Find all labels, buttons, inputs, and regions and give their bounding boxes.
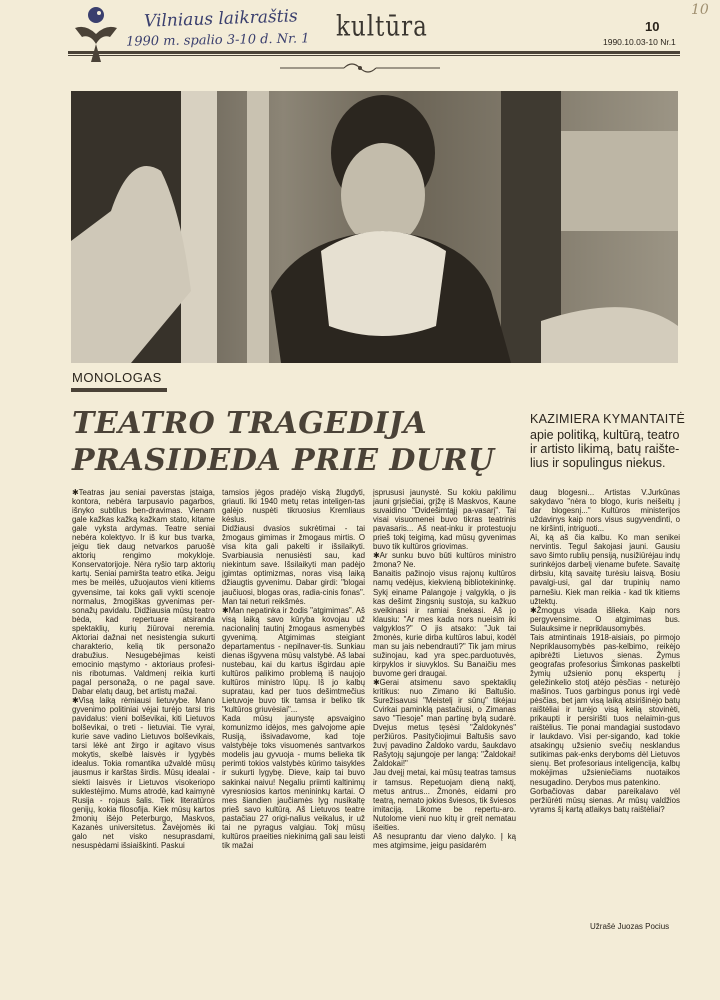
masthead [0,0,720,80]
corner-page-mark: 10 [691,2,709,18]
handwritten-newspaper-name: Vilniaus laikraštis [143,6,299,32]
article-column-3: įsprususi jaunystė. Su kokiu pakilimu jauni grįsiečiai, grįžę iš Maskvos, Kaune suvaidino "Dvidešimtąjį pa-vasarį". Tai visai visuomenei buvo tikras teatrinis pavasaris... Aš neat-inku ir protestuoju prieš tokį teigimą, kad mūsų gyvenimas buvo tik kultūros griovimas. ✱Ar sunku buvo būti kultūros ministro žmona? Ne. Banaitis pažinojo visus rajonų kultūros namų vedėjus, kiekvieną bibliotekininkę. Sykį einame Palangoje į valgyklą, o jis kas dešimt žingsnių sustoja, su kažkuo sveikinasi ir ramiai šnekasi. Aš jo klausiu: "Ar mes kada nors nueisim iki valgyklos?" O jis atsako: "Juk tai žmonės, kurie dirba kultūros labui, kodėl man su jais nebendrauti?" Tik jam mirus sužinojau, kad yra spec.parduotuvės, kirpyklos ir siuvyklos. Su Banaičiu mes buvome geri draugai. ✱Gerai atsimenu savo spektaklių kritikus: nuo Zimano iki Baltušio. Surežisavusi "Meistelį ir sūnų" tikėjau Cvirkai paminklą pastačiusi, o Zimanas savo "Tiesoje" man partinę bylą sudarė. Dvejus metus tęsėsi "Žaldokynės" peržiūros. Pasityčiojimui Baltušis savo žuvį pavadino Žaldoko vardu, šaukdavo Rašytojų sąjungoje per langą: "Žaldokai! Žaldokai!" Jau dvejį metai, kai mūsų teatras tamsus ir tamsus. Repetuojam dieną naktį, metus antrus... Žmonės, eidami pro teatrą, nemato jokios šviesos, tik šviesos imitaciją. Likome be repertu-aro. Nutolome vieni nuo kitų ir greit nematau išeities. Aš nesuprantu dar vieno dalyko. Į ką mes atgimsime, jeigu pasidarėm [373,488,516,850]
article-column-2: tamsios jėgos pradėjo viską žlugdyti, griauti. Iki 1940 metų retas inteligen-tas galėjo nuspėti tikruosius Kremliaus kėslus. Didžiausi dvasios sukrėtimai - tai žmogaus gimimas ir žmogaus mirtis. O visa kita gali pakelti ir išsilaikyti. Svarbiausia nenusiėsti sau, kad niekintum save. Išsilaikyti man padėjo įgimtas optimizmas, noras visą laiką džiaugtis gyvenimu. Dabar girdi: "blogai jaučiuosi, blogas oras, radia-cinis fonas". Man tai neturi reikšmės. ✱Man nepatinka ir žodis "atgimimas". Aš visą laiką savo kūryba kovojau už nacionalinį tautinį žmogaus asmenybės gyvenimą. Atgimimas steigiant departamentus - nepilnaver-tis. Sunkiau dienas išgyvena mūsų valstybė. Aš labai nustebau, kai du kartus išgirdau apie kultūros palikimo problemą iš naujojo kultūros ministro lūpų. Iš jo kalbų supratau, kad per tuos dešimtmečius Lietuvoje buvo tik tamsa ir beliko tik "kultūros griuvėsiai"... Kada mūsų jaunystę apsvaigino komunizmo idėjos, mes galvojome apie Rusiją, išsivadavome, kad toje valstybėje toks visuomenės santvarkos modelis jau gyvuoja - mums belieka tik perimti tokios valstybės kūrimo taisykles ir sukurti lygybę. Dieve, kaip tai buvo sakinkai naivu! Negaliu priimti kaltinimų vyresniosios kartos menininkų kartai. O mes šiandien jaučiamės lyg nusikaltę prieš savo kultūrą. Aš Lietuvos teatre pastačiau 27 origi-nalius veikalus, ir už tai ne pyragus valgiau. Tokį mūsų kultūros praeities niekinimą gali sau leisti tik mažai [222,488,365,850]
article-column-4: daug blogesni... Artistas V.Jurkūnas sakydavo "nėra to blogo, kuris neišeitų į dar blogesnį..." Kultūros ministerijos uždavinys kaip nors visus sugyvendinti, o ne kiršinti, intriguoti... Ai, ką aš čia kalbu. Ko man senikei nervintis. Tegul šakojasi jauni. Gausiu savo šimto rublių pensiją, nusižiūrėjau indų surinkėjos darbelį viename bufete. Savaitę dirbsiu, kitą savaitę turėsiu laisvą. Bosiu pavalgi-usi, gal dar trupinių namo parnešiu. Kiek man reikia - kad tik kitiems užtektų. ✱Žmogus visada išlieka. Kaip nors pergyvensime. O atgimimas bus. Sulauksime ir nepriklausomybės. Tais atmintinais 1918-aisiais, po pirmojo Nepriklausomybės pas-kelbimo, reikėjo apibrėžti Lietuvos sienas. Žymus geografas profesorius Šimkonas paskelbti žymių užsienio ponų ekspertų į geležinkelio stotį atėjo pėsčias - neturėjo mašinos. Tuos garbingus ponus irgi vedė pėsčias, bet jam visą laiką atsirišinėjo batų raištėliai ir turėjo visą kelią stovinėti, prikaupti ir persirišti tuos nelaimin-gus raištėlius. Tie ponai mandagiai sustodavo ir laukdavo. Visi per-sigando, kad tokie atsakingų užsienio svečių nesklandus sutikimas pak-enks deryboms dėl Lietuvos sienų. Bet profesoriaus inteligencija, kalbų mokėjimas užsieniečiams nuotaikos nesugadino. Derybos mus patenkino. Gorbačiovas dabar pareikalavo vėl peržiūrėti mūsų sienas. Ar mūsų valdžios vyrams šį kartą atlaikys batų raištėliai? [530,488,680,814]
article-column-1: ✱Teatras jau seniai paverstas įstaiga, kontora, nebėra tarpusavio pagarbos, išnyko subtilus ben-dravimas. Vienam gale kažkas kažką kažkam stato, kitame gale vyksta ardymas. Teatre seniai nebėra kolektyvo. Ir iš kur bus tvarka, jeigu tiek daug netvarkos paruošė aktorių rengimo mokykloje. Konservatorijoje. Nėra ryšio tarp aktorių kartų. Seniai pamiršta teatro etika. Jeigu mes be meilės, užuojautos vieni kitiems gyvensime, tai koks gali vykti scenoje normalus, žmogiškas gyvenimas per-sonažų pavidalu. Didžiausia mūsų teatro bėda, kad repertuare atsiranda spektaklių, kurių žiūrovai neremia. Aktoriai dažnai net nesistengia sukurti charakterio, kelią tik personažo drabužius. Nesugebėjimas keisti emocinio mąstymo - aktoriaus profesi-nis ribotumas. Valdmenį reikia kurti pagal personažą, o ne pagal save. Dabar elatų daug, bet artistų mažai. ✱Visą laiką rėmiausi lietuvybe. Mano gyvenimo politiniai vėjai turėjo tarsi tris pavidalus: vieni bolševikai, kiti Lietuvos bolševikai, o treti - lietuviai. Tie vyrai, kurie save vadino Lietuvos bolševikais, tarsi lėkė ant žirgo ir agitavo visus mokytis, skelbė laisvės ir lygybės idealus. Tokia romantika užvaldė mūsų jausmus ir karštas širdis. Mūsų idealai - siekti laisvės ir Lietuvos visokeriopo suklestėjimo. Mums atrodė, kad kaimynė Rusija - rojaus šalis. Tiek literatūros genijų, kokia filosofija. Kiek mūsų kartos žmonių išėjo Peterburgo, Maskvos, Kazanės universitetus. Žavėjomės iki galo net visko nesuprasdami, nesuspėdami išsiaiškinti. Paskui [72,488,215,850]
ornament-icon [280,60,440,76]
handwritten-issue-date: 1990 m. spalio 3-10 d. Nr. 1 [125,31,310,50]
article-credit: Užrašė Juozas Pocius [590,922,670,931]
article-title-line-2: PRASIDEDA PRIE DURŲ [72,443,495,478]
portrait-photo [71,91,678,363]
author-name: KAZIMIERA KYMANTAITĖ [530,412,686,426]
issue-info: 1990.10.03-10 Nr.1 [603,37,676,47]
bird-logo-icon [72,4,120,66]
page-number: 10 [645,19,660,34]
section-label-underline [71,388,167,392]
section-name: kultūra [336,11,428,43]
header-rule [68,51,680,54]
header-rule-thin [68,55,680,56]
section-label: MONOLOGAS [72,370,162,385]
article-title-line-1: TEATRO TRAGEDIJA [72,406,428,441]
article-subtitle: apie politiką, kultūrą, teatro ir artisto likimą, batų raište-lius ir sopulingus niekus. [530,428,680,470]
